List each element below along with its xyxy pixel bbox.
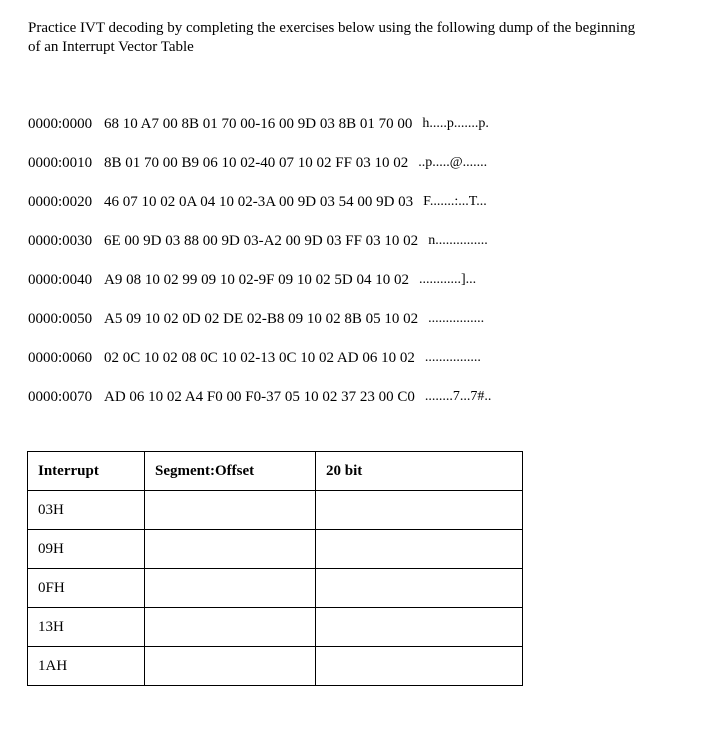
dump-bytes: A5 09 10 02 0D 02 DE 02-B8 09 10 02 8B 05 10 02 (104, 311, 419, 327)
dump-ascii: ........7...7#.. (424, 389, 492, 404)
dump-bytes: 6E 00 9D 03 88 00 9D 03-A2 00 9D 03 FF 03 10 02 (104, 233, 419, 249)
cell-20-bit[interactable] (316, 491, 523, 530)
dump-row (28, 271, 688, 310)
cell-20-bit[interactable] (316, 530, 523, 569)
cell-20-bit[interactable] (316, 569, 523, 608)
ivt-exercise-table (27, 451, 523, 686)
cell-interrupt: 13H (28, 608, 145, 647)
cell-interrupt: 09H (28, 530, 145, 569)
dump-ascii: n............... (428, 233, 488, 248)
cell-segment-offset[interactable] (145, 647, 316, 686)
dump-address: 0000:0050 (28, 311, 93, 327)
cell-segment-offset[interactable] (145, 491, 316, 530)
cell-segment-offset[interactable] (145, 569, 316, 608)
memory-dump (28, 115, 688, 427)
dump-row (28, 193, 688, 232)
dump-address: 0000:0020 (28, 194, 93, 210)
cell-20-bit[interactable] (316, 647, 523, 686)
cell-20-bit[interactable] (316, 608, 523, 647)
dump-address: 0000:0070 (28, 389, 93, 405)
cell-segment-offset[interactable] (145, 530, 316, 569)
dump-row (28, 349, 688, 388)
dump-ascii: F.......:...T... (423, 194, 487, 209)
dump-row (28, 310, 688, 349)
dump-row (28, 115, 688, 154)
table-row (28, 491, 523, 530)
dump-row (28, 388, 688, 427)
dump-ascii: ................ (428, 311, 485, 326)
dump-bytes: AD 06 10 02 A4 F0 00 F0-37 05 10 02 37 23 00 C0 (104, 389, 415, 405)
cell-interrupt: 0FH (28, 569, 145, 608)
dump-row (28, 232, 688, 271)
dump-bytes: 68 10 A7 00 8B 01 70 00-16 00 9D 03 8B 01 70 00 (104, 116, 413, 132)
dump-bytes: 46 07 10 02 0A 04 10 02-3A 00 9D 03 54 00 9D 03 (104, 194, 414, 210)
dump-row (28, 154, 688, 193)
table-row (28, 530, 523, 569)
dump-bytes: A9 08 10 02 99 09 10 02-9F 09 10 02 5D 04 10 02 (104, 272, 410, 288)
header-20-bit: 20 bit (316, 452, 523, 491)
instructions-paragraph: Practice IVT decoding by completing the exercises below using the following dump of the beginning of an Interrupt Vector Table (28, 20, 636, 55)
header-interrupt: Interrupt (28, 452, 145, 491)
cell-interrupt: 1AH (28, 647, 145, 686)
dump-bytes: 8B 01 70 00 B9 06 10 02-40 07 10 02 FF 03 10 02 (104, 155, 409, 171)
table-row (28, 569, 523, 608)
dump-address: 0000:0010 (28, 155, 93, 171)
dump-ascii: h.....p.......p. (422, 116, 489, 131)
dump-ascii: ................ (424, 350, 481, 365)
table-row (28, 647, 523, 686)
table-header-row (28, 452, 523, 491)
dump-address: 0000:0000 (28, 116, 93, 132)
dump-bytes: 02 0C 10 02 08 0C 10 02-13 0C 10 02 AD 06 10 02 (104, 350, 415, 366)
cell-interrupt: 03H (28, 491, 145, 530)
dump-ascii: ............]... (419, 272, 477, 287)
header-segment-offset: Segment:Offset (145, 452, 316, 491)
dump-address: 0000:0060 (28, 350, 93, 366)
table-row (28, 608, 523, 647)
dump-address: 0000:0040 (28, 272, 93, 288)
dump-address: 0000:0030 (28, 233, 93, 249)
dump-ascii: ..p.....@....... (418, 155, 488, 170)
cell-segment-offset[interactable] (145, 608, 316, 647)
